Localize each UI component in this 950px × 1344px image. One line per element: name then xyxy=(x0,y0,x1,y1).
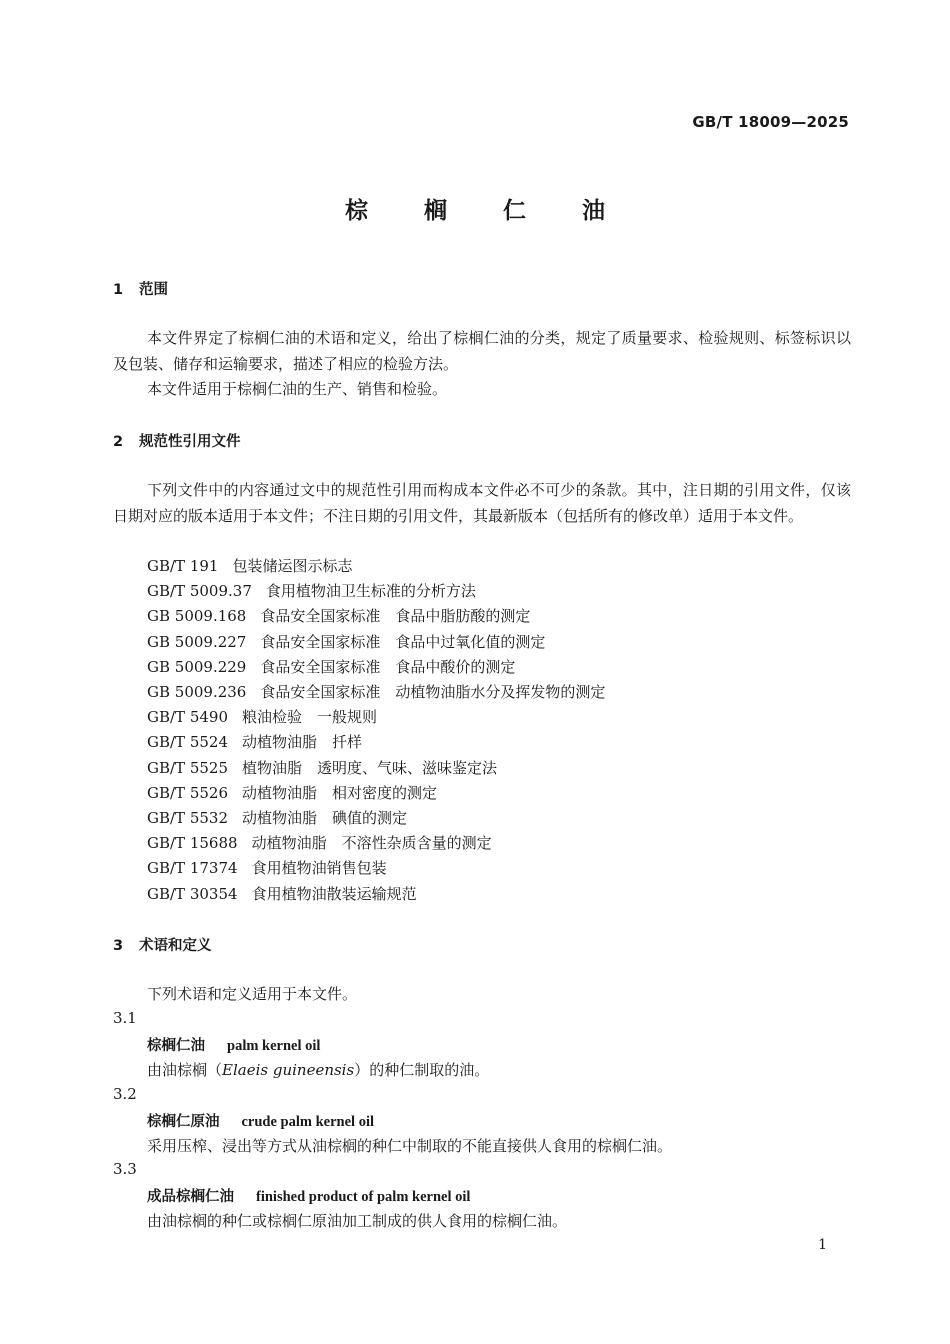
terms-intro: 下列术语和定义适用于本文件。 xyxy=(147,985,358,1003)
scope-paragraph-1: 本文件界定了棕榈仁油的术语和定义，给出了棕榈仁油的分类，规定了质量要求、检验规则、标签标识以及包装、储存和运输要求，描述了相应的检验方法。 xyxy=(113,329,851,373)
section-number: 3 xyxy=(113,938,124,954)
reference-item xyxy=(147,580,476,601)
reference-code: GB/T 5490 xyxy=(147,708,229,727)
reference-item xyxy=(147,605,530,626)
reference-item xyxy=(147,555,352,576)
normative-intro: 下列文件中的内容通过文中的规范性引用而构成本文件必不可少的条款。其中，注日期的引用文件，仅该日期对应的版本适用于本文件；不注日期的引用文件，其最新版本（包括所有的修改单）适用于本文件。 xyxy=(113,481,851,525)
definition-text: ）的种仁制取的油。 xyxy=(354,1061,490,1079)
reference-title: 食品安全国家标准 动植物油脂水分及挥发物的测定 xyxy=(260,683,606,701)
reference-code: GB/T 5009.37 xyxy=(147,582,252,601)
reference-code: GB/T 5524 xyxy=(147,733,229,752)
reference-title: 食用植物油卫生标准的分析方法 xyxy=(265,582,476,601)
term-number: 3.1 xyxy=(113,1009,137,1027)
reference-code: GB/T 30354 xyxy=(147,884,238,903)
reference-title: 食用植物油销售包装 xyxy=(251,859,387,878)
section-heading-terms xyxy=(113,934,212,955)
reference-code: GB/T 15688 xyxy=(147,834,238,853)
section-number: 2 xyxy=(113,434,124,450)
term-number: 3.3 xyxy=(113,1160,137,1178)
term-en: crude palm kernel oil xyxy=(241,1114,375,1130)
section-title: 范围 xyxy=(139,282,168,298)
term-en: finished product of palm kernel oil xyxy=(256,1189,471,1205)
reference-code: GB/T 5525 xyxy=(147,758,229,777)
term-en: palm kernel oil xyxy=(227,1038,321,1054)
reference-code: GB/T 191 xyxy=(147,557,219,575)
reference-code: GB 5009.168 xyxy=(147,607,247,626)
reference-title: 植物油脂 透明度、气味、滋味鉴定法 xyxy=(242,758,498,777)
section-heading-scope xyxy=(113,278,168,299)
reference-title: 食品安全国家标准 食品中过氧化值的测定 xyxy=(260,632,546,651)
reference-title: 动植物油脂 扦样 xyxy=(242,733,363,752)
term-heading xyxy=(147,1034,320,1055)
reference-item xyxy=(147,631,545,652)
reference-item xyxy=(147,681,605,702)
reference-code: GB 5009.227 xyxy=(147,632,247,651)
reference-code: GB 5009.229 xyxy=(147,657,247,676)
page-number: 1 xyxy=(818,1237,827,1253)
document-title: 棕 榈 仁 油 xyxy=(344,197,630,224)
reference-title: 食品安全国家标准 食品中脂肪酸的测定 xyxy=(260,607,531,626)
term-number: 3.2 xyxy=(113,1085,137,1103)
section-title: 规范性引用文件 xyxy=(139,434,241,450)
scope-paragraph-2: 本文件适用于棕榈仁油的生产、销售和检验。 xyxy=(147,380,448,398)
reference-title: 粮油检验 一般规则 xyxy=(242,708,378,727)
reference-item xyxy=(147,731,362,752)
reference-title: 动植物油脂 相对密度的测定 xyxy=(242,783,438,802)
term-definition: 采用压榨、浸出等方式从油棕榈的种仁中制取的不能直接供人食用的棕榈仁油。 xyxy=(147,1137,673,1155)
term-heading xyxy=(147,1185,470,1206)
reference-item xyxy=(147,883,417,904)
definition-text: 由油棕榈（ xyxy=(147,1061,223,1079)
reference-item xyxy=(147,782,437,803)
reference-code: GB/T 17374 xyxy=(147,859,238,878)
scientific-name: Elaeis guineensis xyxy=(222,1061,355,1079)
section-number: 1 xyxy=(113,282,124,298)
section-title: 术语和定义 xyxy=(139,938,212,954)
reference-item xyxy=(147,832,492,853)
term-definition: 由油棕榈的种仁或棕榈仁原油加工制成的供人食用的棕榈仁油。 xyxy=(147,1212,568,1230)
reference-title: 动植物油脂 碘值的测定 xyxy=(242,809,408,827)
term-zh: 棕榈仁原油 xyxy=(147,1114,220,1130)
section-heading-normative xyxy=(113,430,241,451)
reference-item xyxy=(147,807,407,828)
term-definition xyxy=(147,1059,489,1080)
reference-title: 动植物油脂 不溶性杂质含量的测定 xyxy=(251,834,492,853)
term-heading xyxy=(147,1110,374,1131)
reference-title: 包装储运图示标志 xyxy=(232,557,353,575)
standard-code: GB/T 18009—2025 xyxy=(692,113,849,131)
reference-code: GB/T 5526 xyxy=(147,783,229,802)
reference-item xyxy=(147,857,387,878)
reference-code: GB/T 5532 xyxy=(147,809,229,827)
reference-item xyxy=(147,757,497,778)
reference-title: 食品安全国家标准 食品中酸价的测定 xyxy=(260,657,516,676)
term-zh: 成品棕榈仁油 xyxy=(147,1189,234,1205)
reference-code: GB 5009.236 xyxy=(147,683,247,701)
reference-item xyxy=(147,656,515,677)
term-zh: 棕榈仁油 xyxy=(147,1038,205,1054)
reference-item xyxy=(147,706,377,727)
reference-title: 食用植物油散装运输规范 xyxy=(251,884,417,903)
